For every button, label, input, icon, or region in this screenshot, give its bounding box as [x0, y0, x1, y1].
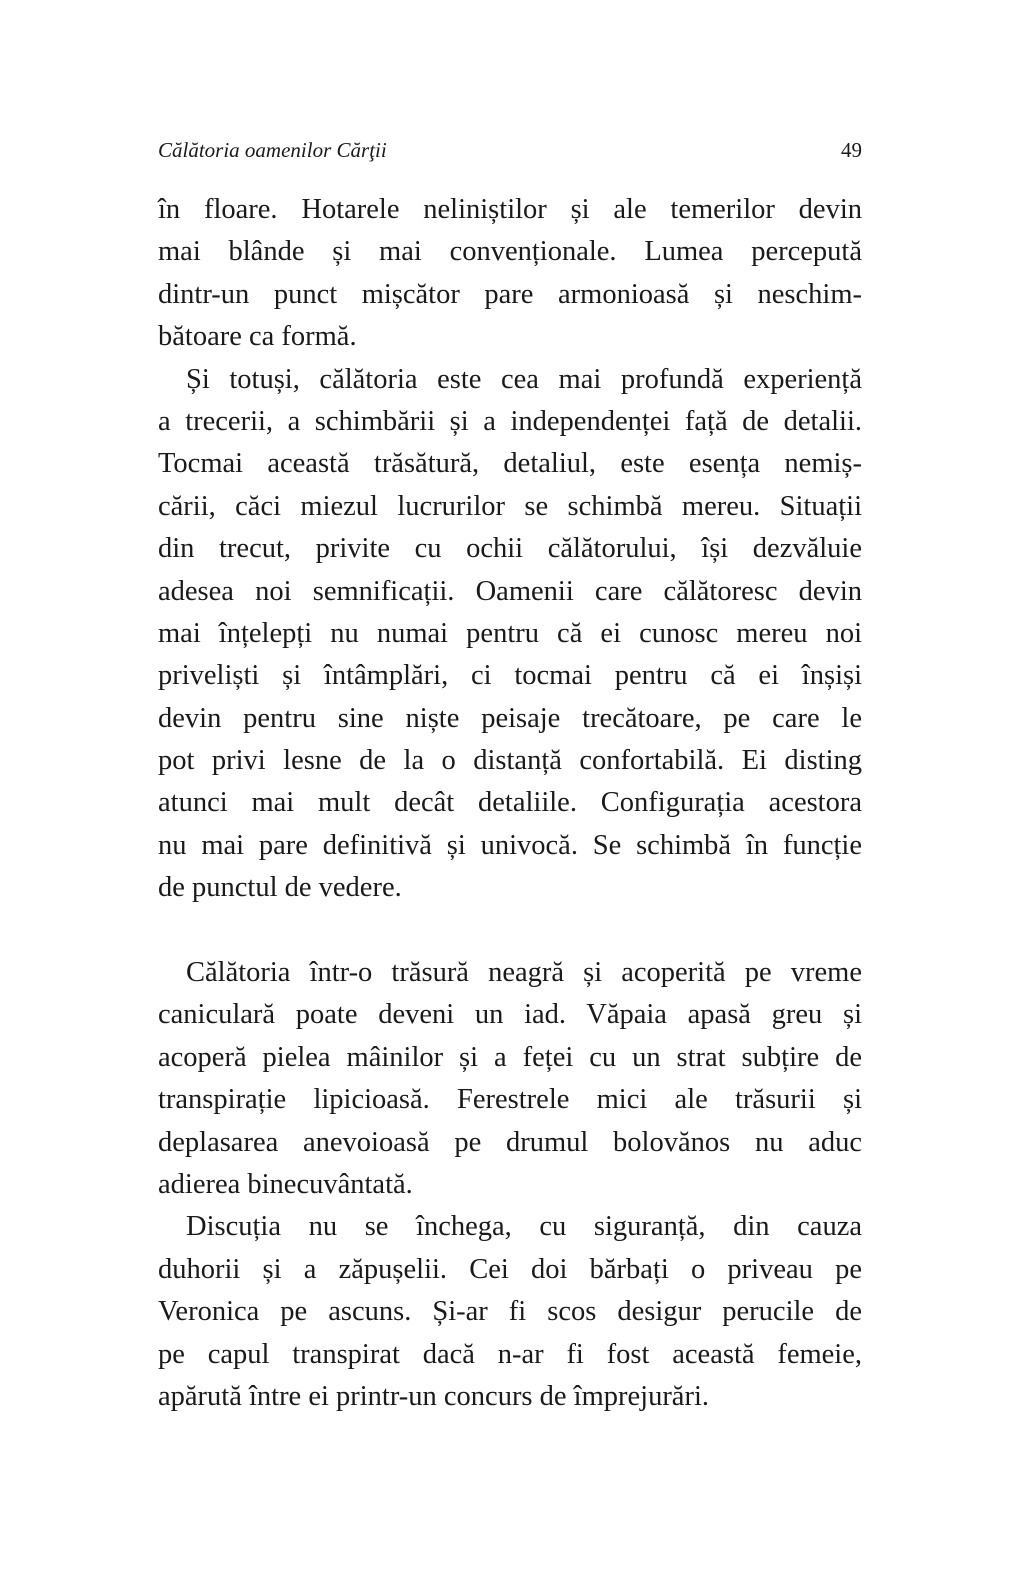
text-line: mai înțelepți nu numai pentru că ei cunosc mereu noi: [158, 617, 862, 649]
text-line: mai blânde și mai convenționale. Lumea percepută: [158, 236, 862, 268]
text-line: acoperă pielea mâinilor și a feței cu un strat subțire de: [158, 1041, 862, 1073]
paragraph: [158, 1206, 862, 1418]
section-break: [158, 910, 862, 952]
paragraph: [158, 952, 862, 1206]
text-line: Tocmai această trăsătură, detaliul, este esența nemiș-: [158, 448, 862, 480]
text-line: Călătoria într-o trăsură neagră și acoperită pe vreme: [186, 957, 862, 989]
text-line: pe capul transpirat dacă n-ar fi fost această femeie,: [158, 1338, 862, 1370]
running-title: Călătoria oamenilor Cărţii: [158, 137, 387, 162]
text-line: devin pentru sine niște peisaje trecătoare, pe care le: [158, 702, 862, 734]
text-line: din trecut, privite cu ochii călătorului, își dezvăluie: [158, 533, 862, 565]
paragraph: [158, 189, 862, 359]
text-line: Și totuși, călătoria este cea mai profundă experiență: [186, 363, 862, 395]
text-line: caniculară poate deveni un iad. Văpaia apasă greu și: [158, 999, 862, 1031]
text-line: bătoare ca formă.: [158, 321, 357, 353]
text-line: deplasarea anevoioasă pe drumul bolovănos nu aduc: [158, 1126, 862, 1158]
text-line: Discuția nu se închega, cu siguranță, din cauza: [186, 1211, 862, 1243]
page-body: [158, 189, 862, 1418]
text-line: a trecerii, a schimbării și a independenței față de detalii.: [158, 405, 862, 437]
text-line: Veronica pe ascuns. Și-ar fi scos desigur perucile de: [158, 1296, 862, 1328]
text-line: dintr-un punct mișcător pare armonioasă și neschim-: [158, 278, 862, 310]
text-line: adierea binecuvântată.: [158, 1168, 413, 1200]
text-line: cării, căci miezul lucrurilor se schimbă mereu. Situații: [158, 490, 862, 522]
text-line: priveliști și întâmplări, ci tocmai pentru că ei înșiși: [158, 660, 862, 692]
text-line: adesea noi semnificații. Oamenii care călătoresc devin: [158, 575, 862, 607]
text-line: pot privi lesne de la o distanță confortabilă. Ei disting: [158, 745, 862, 777]
page-number: 49: [841, 137, 862, 162]
paragraph: [158, 359, 862, 910]
text-line: nu mai pare definitivă și univocă. Se schimbă în funcție: [158, 829, 862, 861]
text-line: de punctul de vedere.: [158, 872, 402, 904]
text-line: transpirație lipicioasă. Ferestrele mici ale trăsurii și: [158, 1084, 862, 1116]
text-line: apărută între ei printr-un concurs de împrejurări.: [158, 1380, 709, 1412]
running-header: [158, 134, 862, 166]
text-line: în floare. Hotarele neliniștilor și ale temerilor devin: [158, 194, 862, 225]
text-line: duhorii și a zăpușelii. Cei doi bărbați o priveau pe: [158, 1253, 862, 1285]
text-line: atunci mai mult decât detaliile. Configurația acestora: [158, 787, 862, 819]
